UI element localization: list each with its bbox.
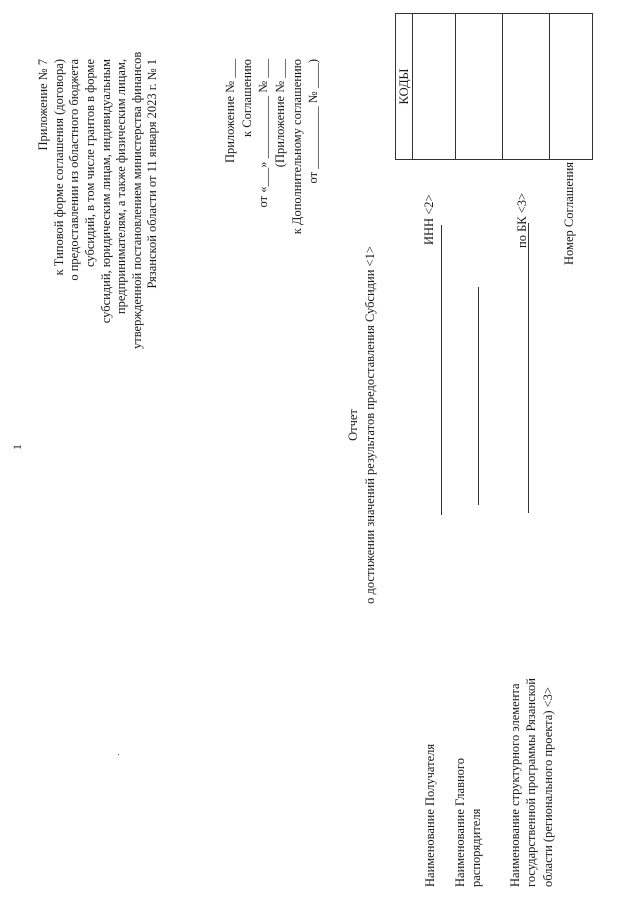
field-label-manager — [452, 758, 485, 887]
annex-line: (Приложение № ___ — [272, 59, 287, 168]
header-line: Рязанской области от 11 января 2023 г. № 1 — [145, 59, 160, 289]
agreement-number-label: Номер Соглашения — [562, 161, 576, 265]
field-label-structural-element — [507, 678, 556, 887]
code-cell-empty[interactable] — [456, 14, 503, 160]
recipient-input-line[interactable] — [441, 225, 442, 515]
header-line: субсидий, в том числе грантов в форме — [82, 59, 97, 267]
field-label-line: государственной программы Рязанской — [524, 678, 539, 887]
title-line: Отчет — [346, 409, 360, 441]
report-title — [345, 145, 378, 705]
codes-header: КОДЫ — [396, 14, 413, 160]
structural-element-input-line[interactable] — [528, 223, 529, 513]
field-label-line: области (регионального проекта) <3> — [540, 687, 555, 887]
code-cell-inn[interactable] — [413, 14, 456, 160]
annex-line: к Соглашению — [239, 59, 254, 137]
code-cell-agreement-number[interactable] — [550, 14, 593, 160]
page-number: 1 — [10, 444, 24, 450]
stray-mark — [118, 754, 119, 755]
header-block — [36, 51, 161, 349]
inn-label: ИНН <2> — [422, 194, 436, 245]
header-line: субсидий, юридическим лицам, индивидуальным — [98, 59, 113, 324]
header-line: к Типовой форме соглашения (договора) — [51, 59, 66, 276]
annex-line: к Дополнительному соглашению — [289, 59, 304, 235]
annex-block — [222, 59, 322, 305]
bk-label: по БК <3> — [515, 192, 529, 248]
annex-line: Приложение № ___ — [223, 59, 237, 164]
field-label-line: Наименование Главного — [453, 758, 467, 887]
header-line: утвержденной постановлением министерства финансов — [129, 51, 144, 349]
annex-line: от «___» __________ № ___ — [256, 59, 271, 208]
header-line: Приложение № 7 — [36, 59, 50, 151]
code-cell-bk[interactable] — [503, 14, 550, 160]
header-line: о предоставлении из областного бюджета — [67, 59, 82, 281]
manager-input-line[interactable] — [478, 287, 479, 505]
field-label-line: распорядителя — [469, 808, 484, 887]
annex-line: от __________ № ____) — [306, 59, 321, 184]
field-label-line: Наименование структурного элемента — [508, 683, 522, 887]
codes-table — [395, 13, 593, 160]
title-subtitle: о достижении значений результатов предоставления Субсидии <1> — [362, 246, 377, 604]
header-line: предпринимателям, а также физическим лицам, — [114, 59, 129, 315]
field-label-recipient: Наименование Получателя — [423, 743, 437, 887]
